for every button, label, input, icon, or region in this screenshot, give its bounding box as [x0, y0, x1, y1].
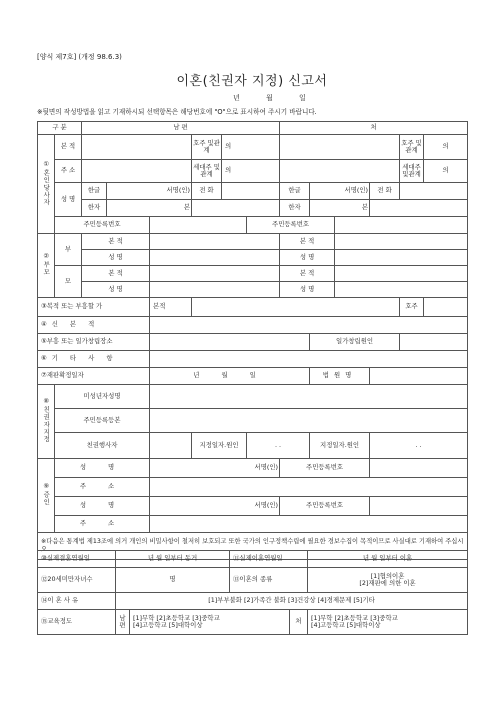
label-domicile: 본 적 — [55, 135, 82, 160]
label-actual-divorce: ⑪실제이혼연월일 — [230, 551, 308, 568]
wife-address-field[interactable] — [280, 160, 400, 183]
label-witness1-resident: 주민등록번호 — [280, 459, 370, 478]
statistics-notice: ※다음은 통계법 제13조에 의거 개인의 비밀사항이 철저히 보호되고 또한 국가의 인구정책수립에 필요한 경보수집이 목적이므로 사실대로 기재하여 주십시오. — [38, 533, 468, 560]
label-court: 법원명 — [310, 368, 370, 385]
form-number: [양식 제7호] (개정 98.6.3) — [37, 53, 122, 61]
label-father-domicile: 본 적 — [82, 234, 150, 250]
label-phone-wife: 전 화 — [370, 183, 400, 200]
wife-mother-name-field[interactable] — [335, 282, 468, 298]
label-witness2-name: 성 명 — [55, 497, 150, 516]
label-children: ⑫20세미만자녀수 — [38, 568, 116, 593]
children-field[interactable]: 명 — [116, 568, 230, 593]
group-witness: ⑨증인 — [38, 459, 55, 533]
husband-resident-no-field[interactable] — [150, 217, 247, 234]
wife-hanja-extra[interactable] — [370, 200, 468, 217]
group-custody: ⑧친권자지정 — [38, 385, 55, 459]
label-husband-edu: 남편 — [116, 610, 130, 635]
husband-domicile-field[interactable] — [82, 135, 192, 160]
label-witness2-resident: 주민등록번호 — [280, 497, 370, 516]
label-father-domicile-wife: 본 적 — [280, 234, 335, 250]
label-other: ⑥기 타 사 항 — [38, 351, 150, 368]
label-mother-name-wife: 성 명 — [280, 282, 335, 298]
label-household-relation: 세대주 및관계 — [192, 160, 222, 183]
filing-date: 년 월 일 — [233, 94, 318, 102]
label-actual-marriage: ⑩실제결혼연월일 — [38, 551, 116, 568]
divorce-type-options[interactable]: [1]협의이혼 [2]재판에 의한 이혼 — [308, 568, 468, 593]
designation-date-field[interactable]: . . — [247, 433, 310, 459]
reason-options[interactable]: [1]부부불화 [2]가족간 불화 [3]건강상 [4]경제문제 [5]기타 — [116, 593, 468, 610]
new-domicile-field[interactable] — [150, 317, 468, 334]
label-wife-edu: 처 — [290, 610, 308, 635]
husband-mother-name-field[interactable] — [150, 282, 280, 298]
husband-phone-field[interactable] — [222, 183, 280, 200]
label-hangul: 한글 — [82, 183, 107, 200]
family-creation-field[interactable] — [150, 334, 310, 351]
husband-hangul-name-field[interactable]: 서명(인) — [107, 183, 192, 200]
husband-hanja-extra[interactable] — [192, 200, 280, 217]
label-family-creation: ⑤부흥 또는 일가창립장소 — [38, 334, 150, 351]
label-witness1-name: 성 명 — [55, 459, 150, 478]
col-wife: 처 — [280, 122, 468, 135]
group-parents: ②부모 — [38, 234, 55, 298]
form-table-main — [37, 121, 468, 560]
wife-hangul-name-field[interactable]: 서명(인) — [310, 183, 370, 200]
label-mother-name: 성 명 — [82, 282, 150, 298]
form-table-statistics — [37, 550, 468, 635]
restoration-domicile-field[interactable] — [192, 298, 400, 317]
page-title: 이혼(친권자 지정) 신고서 — [176, 74, 328, 89]
instructions-notice: ※뒷면의 작성방법을 읽고 기재하시되 선택항목은 해당번호에 "O"으로 표시하여 주시기 바랍니다. — [37, 108, 317, 116]
label-witness1-address: 주 소 — [55, 478, 150, 497]
wife-hanja-name-field[interactable]: 본 — [310, 200, 370, 217]
wife-relation-field[interactable]: 의 — [424, 135, 468, 160]
label-father: 부 — [55, 234, 82, 266]
label-witness2-address: 주 소 — [55, 516, 150, 533]
label-father-name: 성 명 — [82, 250, 150, 266]
witness2-address-field[interactable] — [150, 516, 468, 533]
wife-father-name-field[interactable] — [335, 250, 468, 266]
head-field[interactable] — [424, 298, 468, 317]
wife-resident-no-field[interactable] — [335, 217, 468, 234]
label-resident-no-wife: 주민등록번호 — [247, 217, 335, 234]
label-hanja-wife: 한자 — [280, 200, 310, 217]
husband-relation-field[interactable]: 의 — [222, 135, 280, 160]
court-field[interactable] — [370, 368, 468, 385]
label-designation-date-2: 지정일자.원인 — [310, 433, 370, 459]
label-custodian: 친권행사자 — [55, 433, 150, 459]
wife-domicile-field[interactable] — [280, 135, 400, 160]
custodian-field[interactable] — [150, 433, 192, 459]
label-domicile-relation: 호주 및관계 — [192, 135, 222, 160]
label-hangul-wife: 한글 — [280, 183, 310, 200]
husband-father-domicile-field[interactable] — [150, 234, 280, 250]
family-reason-field[interactable] — [400, 334, 468, 351]
group-parties: ①혼인당사자 — [38, 135, 55, 234]
label-name: 성 명 — [55, 183, 82, 217]
minor-name-field[interactable] — [150, 385, 468, 409]
label-minor-name: 미성년자성명 — [55, 385, 150, 409]
husband-address-field[interactable] — [82, 160, 192, 183]
wife-father-domicile-field[interactable] — [335, 234, 468, 250]
husband-household-field[interactable]: 의 — [222, 160, 280, 183]
witness2-name-field[interactable]: 서명(인) — [150, 497, 280, 516]
label-resident-copy: 주민등록등본 — [55, 409, 150, 433]
wife-mother-domicile-field[interactable] — [335, 266, 468, 282]
label-new-domicile: ④신 본 적 — [38, 317, 150, 334]
label-judgment-date: ⑦재판확정일자 — [38, 368, 150, 385]
label-father-name-wife: 성 명 — [280, 250, 335, 266]
label-education: ⑮교육정도 — [38, 610, 116, 635]
resident-copy-field[interactable] — [150, 409, 468, 433]
wife-education-options[interactable]: [1]무학 [2]초등학교 [3]중학교 [4]고등학교 [5]대학이상 — [308, 610, 468, 635]
label-resident-no: 주민등록번호 — [55, 217, 150, 234]
label-mother-domicile-wife: 본 적 — [280, 266, 335, 282]
judgment-date-field[interactable]: 년 월 일 — [150, 368, 310, 385]
label-restoration-domicile: 본적 — [150, 298, 192, 317]
label-hanja: 한자 — [82, 200, 107, 217]
husband-mother-domicile-field[interactable] — [150, 266, 280, 282]
label-phone: 전 화 — [192, 183, 222, 200]
designation-date-field-2[interactable]: . . — [370, 433, 468, 459]
label-divorce-type: ⑬이혼의 종류 — [230, 568, 308, 593]
witness1-name-field[interactable]: 서명(인) — [150, 459, 280, 478]
label-head: 호주 — [400, 298, 424, 317]
actual-divorce-field[interactable]: 년 월 일부터 이혼 — [308, 551, 468, 568]
husband-father-name-field[interactable] — [150, 250, 280, 266]
label-designation-date: 지정일자.원인 — [192, 433, 247, 459]
husband-education-options[interactable]: [1]무학 [2]초등학교 [3]중학교 [4]고등학교 [5]대학이상 — [130, 610, 290, 635]
col-category: 구 분 — [38, 122, 82, 135]
witness2-resident-field[interactable] — [370, 497, 468, 516]
witness1-address-field[interactable] — [150, 478, 468, 497]
label-household-relation-wife: 세대주 및관계 — [400, 160, 424, 183]
label-reason: ⑭이 혼 사 유 — [38, 593, 116, 610]
label-mother: 모 — [55, 266, 82, 298]
col-husband: 남 편 — [82, 122, 280, 135]
label-family-reason: 일가창립원인 — [310, 334, 400, 351]
husband-hanja-name-field[interactable]: 본 — [107, 200, 192, 217]
wife-household-field[interactable]: 의 — [424, 160, 468, 183]
actual-marriage-field[interactable]: 년 월 일부터 동거 — [116, 551, 230, 568]
witness1-resident-field[interactable] — [370, 459, 468, 478]
label-restoration: ③복적 또는 부흥할 가 — [38, 298, 150, 317]
label-address: 주 소 — [55, 160, 82, 183]
wife-phone-field[interactable] — [400, 183, 468, 200]
other-field[interactable] — [150, 351, 468, 368]
label-domicile-relation-wife: 호주 및관계 — [400, 135, 424, 160]
label-mother-domicile: 본 적 — [82, 266, 150, 282]
